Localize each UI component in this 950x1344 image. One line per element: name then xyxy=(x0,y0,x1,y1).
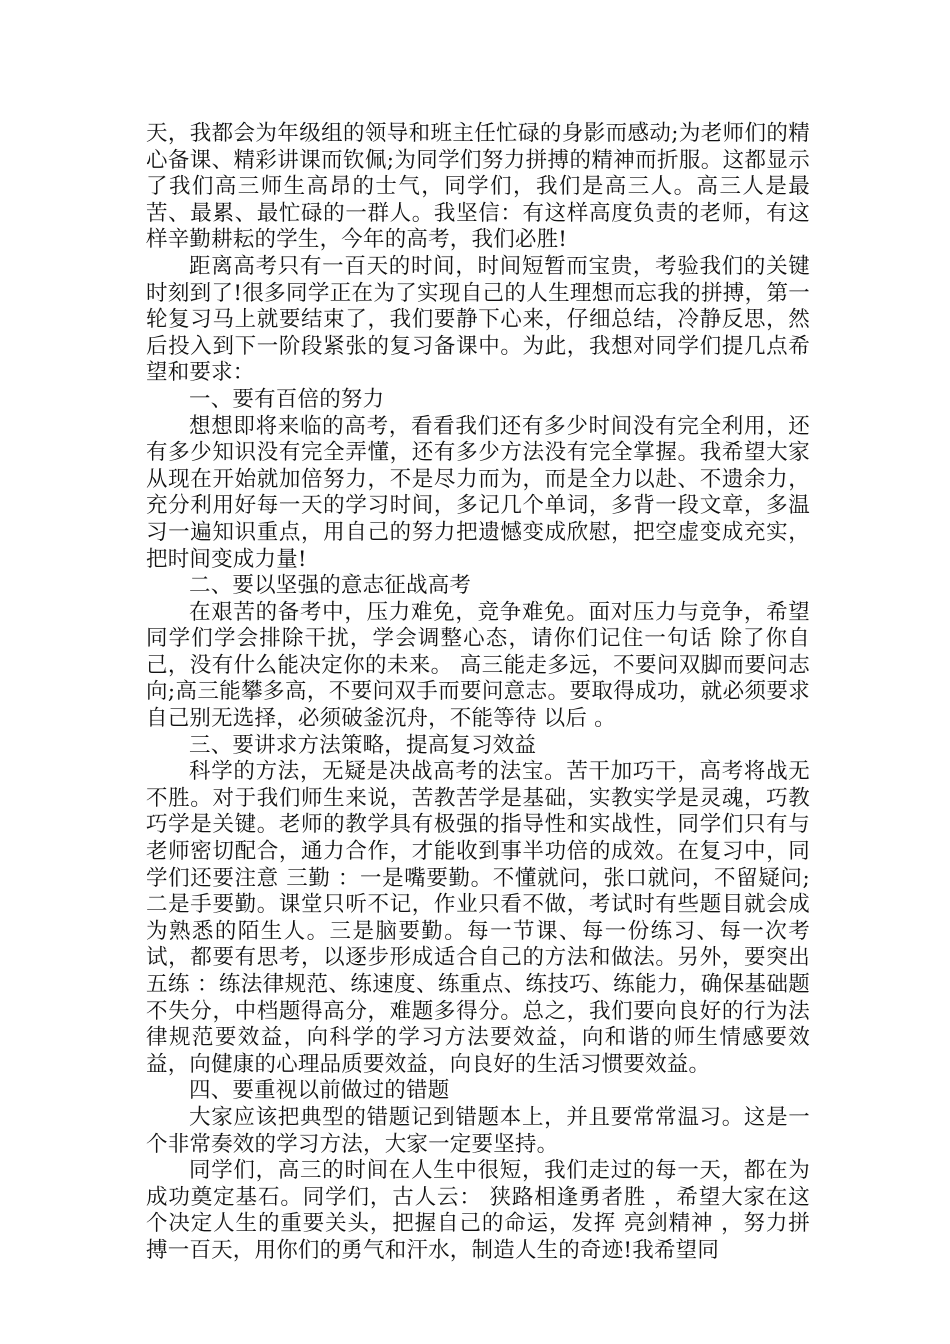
paragraph-2: 距离高考只有一百天的时间，时间短暂而宝贵，考验我们的关键时刻到了!很多同学正在为了实现自己的人生理想而忘我的拼搏，第一轮复习马上就要结束了，我们要静下心来，仔细总结，冷静反思，然后投入到下一阶段紧张的复习备课中。为此，我想对同学们提几点希望和要求： xyxy=(146,253,810,386)
document-body xyxy=(146,121,810,1265)
section-heading-1: 一、要有百倍的努力 xyxy=(189,386,385,412)
paragraph-3: 想想即将来临的高考，看看我们还有多少时间没有完全利用，还有多少知识没有完全弄懂，还有多少方法没有完全掌握。我希望大家从现在开始就加倍努力，不是尽力而为，而是全力以赴、不遗余力，充分利用好每一天的学习时间，多记几个单词，多背一段文章，多温习一遍知识重点，用自己的努力把遗憾变成欣慰，把空虚变成充实，把时间变成力量! xyxy=(146,413,810,572)
section-heading-2: 二、要以坚强的意志征战高考 xyxy=(189,573,472,599)
paragraph-7: 同学们，高三的时间在人生中很短，我们走过的每一天，都在为成功奠定基石。同学们，古人云： 狭路相逢勇者胜 ，希望大家在这个决定人生的重要关头，把握自己的命运，发挥 亮剑精神 ，努力拼搏一百天，用你们的勇气和汗水，制造人生的奇迹!我希望同 xyxy=(146,1158,810,1263)
paragraph-1: 天，我都会为年级组的领导和班主任忙碌的身影而感动;为老师们的精心备课、精彩讲课而钦佩;为同学们努力拼搏的精神而折服。这都显示了我们高三师生高昂的士气，同学们，我们是高三人。高三人是最苦、最累、最忙碌的一群人。我坚信：有这样高度负责的老师，有这样辛勤耕耘的学生，今年的高考，我们必胜! xyxy=(146,121,810,253)
section-heading-3: 三、要讲求方法策略，提高复习效益 xyxy=(189,732,537,758)
paragraph-4: 在艰苦的备考中，压力难免，竞争难免。面对压力与竞争，希望同学们学会排除干扰，学会调整心态，请你们记住一句话 除了你自己，没有什么能决定你的未来。 高三能走多远，不要问双脚而要问志向;高三能攀多高，不要问双手而要问意志。要取得成功，就必须要求自己别无选择，必须破釜沉舟，不能等待 以后 。 xyxy=(146,599,810,732)
paragraph-6: 大家应该把典型的错题记到错题本上，并且要常常温习。这是一个非常奏效的学习方法，大家一定要坚持。 xyxy=(146,1104,810,1157)
paragraph-5: 科学的方法，无疑是决战高考的法宝。苦干加巧干，高考将战无不胜。对于我们师生来说，苦教苦学是基础，实教实学是灵魂，巧教巧学是关键。老师的教学具有极强的指导性和实战性，同学们只有与老师密切配合，通力合作，才能收到事半功倍的成效。在复习中，同学们还要注意 三勤 ：一是嘴要勤。不懂就问，张口就问，不留疑问;二是手要勤。课堂只听不记，作业只看不做，考试时有些题目就会成为熟悉的陌生人。三是脑要勤。每一节课、每一份练习、每一次考试，都要有思考，以逐步形成适合自己的方法和做法。另外，要突出 五练 ：练法律规范、练速度、练重点、练技巧、练能力，确保基础题不失分，中档题得高分，难题多得分。总之，我们要向良好的行为法律规范要效益，向科学的学习方法要效益，向和谐的师生情感要效益，向健康的心理品质要效益，向良好的生活习惯要效益。 xyxy=(146,759,810,1077)
section-heading-4: 四、要重视以前做过的错题 xyxy=(189,1078,450,1104)
